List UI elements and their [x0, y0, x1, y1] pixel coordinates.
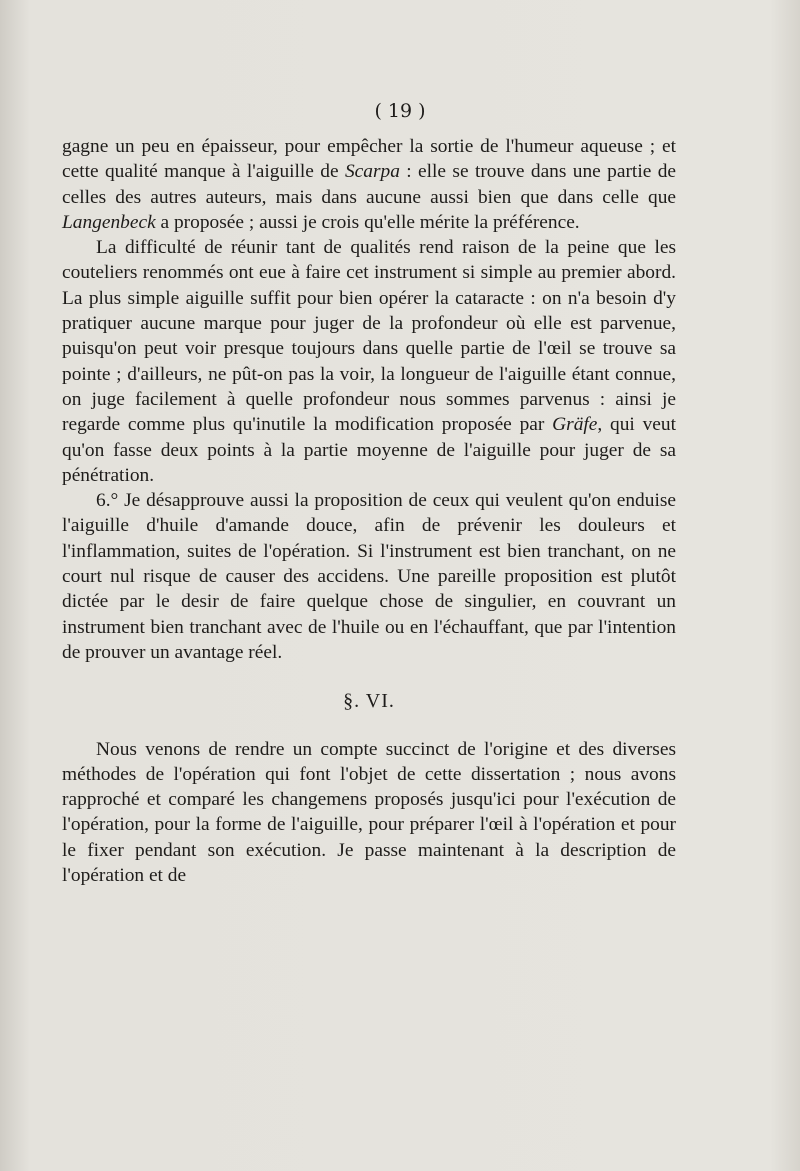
section-heading: [62, 689, 676, 714]
paragraph-1: [62, 134, 676, 235]
italic-name: Scarpa: [344, 161, 400, 183]
italic-name: Gräfe: [552, 414, 598, 436]
text-run: : elle se trouve dans une partie de celles des autres auteurs, mais dans aucune aussi bien que dans celle que: [62, 161, 676, 208]
text-run: §. VI.: [343, 690, 395, 713]
text-run: gagne un peu en épaisseur, pour empêcher la sortie de l'humeur aqueuse ; et cette qualité manque à l'aiguille de: [62, 136, 676, 183]
body-text: [62, 134, 676, 888]
paragraph-2: [62, 235, 676, 488]
text-run: 6.° Je désapprouve aussi la proposition de ceux qui veulent qu'on enduise l'aiguille d'huile d'amande douce, afin de prévenir les douleurs et l'inflammation, suites de l'opération. Si l'instrument est bien tranchant, on ne court nul risque de causer des accidens. Une pareille proposition est plutôt dictée par le desir de faire quelque chose de singulier, en couvrant un instrument bien tranchant avec de l'huile ou en l'échauffant, que par l'intention de prouver un avantage réel.: [62, 490, 676, 663]
text-run: , qui veut qu'on fasse deux points à la partie moyenne de l'aiguille pour juger de sa pénétration.: [62, 414, 676, 486]
page-number: ( 19 ): [374, 100, 426, 122]
text-run: Nous venons de rendre un compte succinct de l'origine et des diverses méthodes de l'opération qui font l'objet de cette dissertation ; nous avons rapproché et comparé les changemens proposés jusqu'ici pour l'exécution de l'opération, pour la forme de l'aiguille, pour préparer l'œil à l'opération et pour le fixer pendant son exécution. Je passe maintenant à la description de l'opération et de: [62, 738, 676, 887]
text-run: a proposée ; aussi je crois qu'elle mérite la préférence.: [155, 211, 580, 233]
paragraph-3: [62, 488, 676, 665]
italic-name: Langenbeck: [62, 211, 156, 233]
paragraph-4: [62, 737, 676, 889]
text-run: La difficulté de réunir tant de qualités rend raison de la peine que les couteliers renommés ont eue à faire cet instrument si simple au premier abord. La plus simple aiguille suffit pour bien opérer la cataracte : on n'a besoin d'y pratiquer aucune marque pour juger de la profondeur où elle est parvenue, puisqu'on peut voir presque toujours dans quelle partie de l'œil se trouve sa pointe ; d'ailleurs, ne pût-on pas la voir, la longueur de l'aiguille étant connue, on juge facilement à quelle profondeur nous sommes parvenus : ainsi je regarde comme plus qu'inutile la modification proposée par: [62, 237, 676, 436]
